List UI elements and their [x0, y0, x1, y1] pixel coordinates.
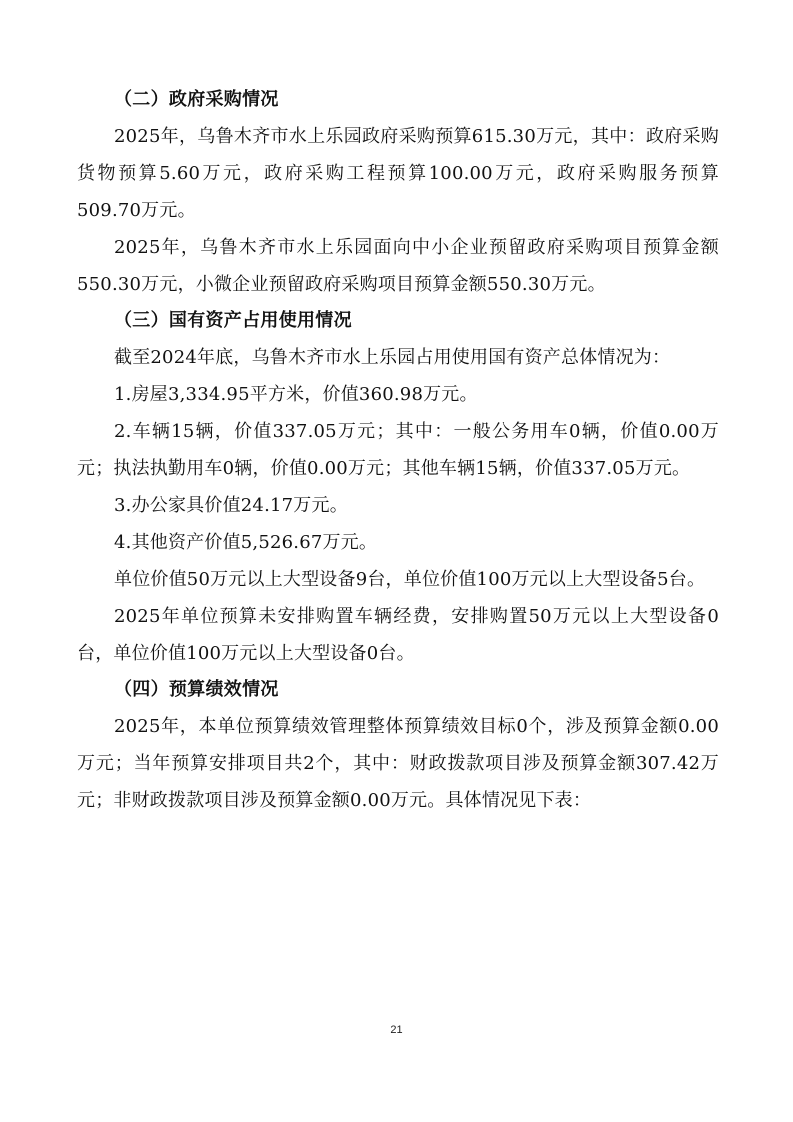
section-budget-performance — [77, 672, 719, 819]
paragraph: 截至2024年底，乌鲁木齐市水上乐园占用使用国有资产总体情况为： — [114, 347, 671, 368]
paragraph: 2025年，乌鲁木齐市水上乐园政府采购预算615.30万元，其中：政府采购货物预算5.60万元，政府采购工程预算100.00万元，政府采购服务预算509.70万元。 — [77, 126, 719, 221]
section-heading: （二）政府采购情况 — [114, 89, 279, 110]
section-heading: （四）预算绩效情况 — [114, 679, 279, 700]
paragraph: 2025年，乌鲁木齐市水上乐园面向中小企业预留政府采购项目预算金额550.30万元，小微企业预留政府采购项目预算金额550.30万元。 — [77, 237, 719, 295]
list-item: 2.车辆15辆，价值337.05万元；其中：一般公务用车0辆，价值0.00万元；执法执勤用车0辆，价值0.00万元；其他车辆15辆，价值337.05万元。 — [77, 421, 719, 479]
paragraph: 2025年单位预算未安排购置车辆经费，安排购置50万元以上大型设备0台，单位价值100万元以上大型设备0台。 — [77, 606, 719, 664]
list-item: 1.房屋3,334.95平方米，价值360.98万元。 — [114, 384, 478, 405]
list-item: 3.办公家具价值24.17万元。 — [114, 495, 348, 516]
section-heading: （三）国有资产占用使用情况 — [114, 310, 352, 331]
page-content — [77, 82, 719, 819]
section-government-procurement — [77, 82, 719, 303]
paragraph: 2025年，本单位预算绩效管理整体预算绩效目标0个，涉及预算金额0.00万元；当年预算安排项目共2个，其中：财政拨款项目涉及预算金额307.42万元；非财政拨款项目涉及预算金额0.00万元。具体情况见下表： — [77, 716, 719, 811]
section-state-assets — [77, 303, 719, 672]
list-item: 4.其他资产价值5,526.67万元。 — [114, 532, 378, 553]
paragraph: 单位价值50万元以上大型设备9台，单位价值100万元以上大型设备5台。 — [114, 569, 706, 590]
page-number: 21 — [390, 1024, 403, 1036]
